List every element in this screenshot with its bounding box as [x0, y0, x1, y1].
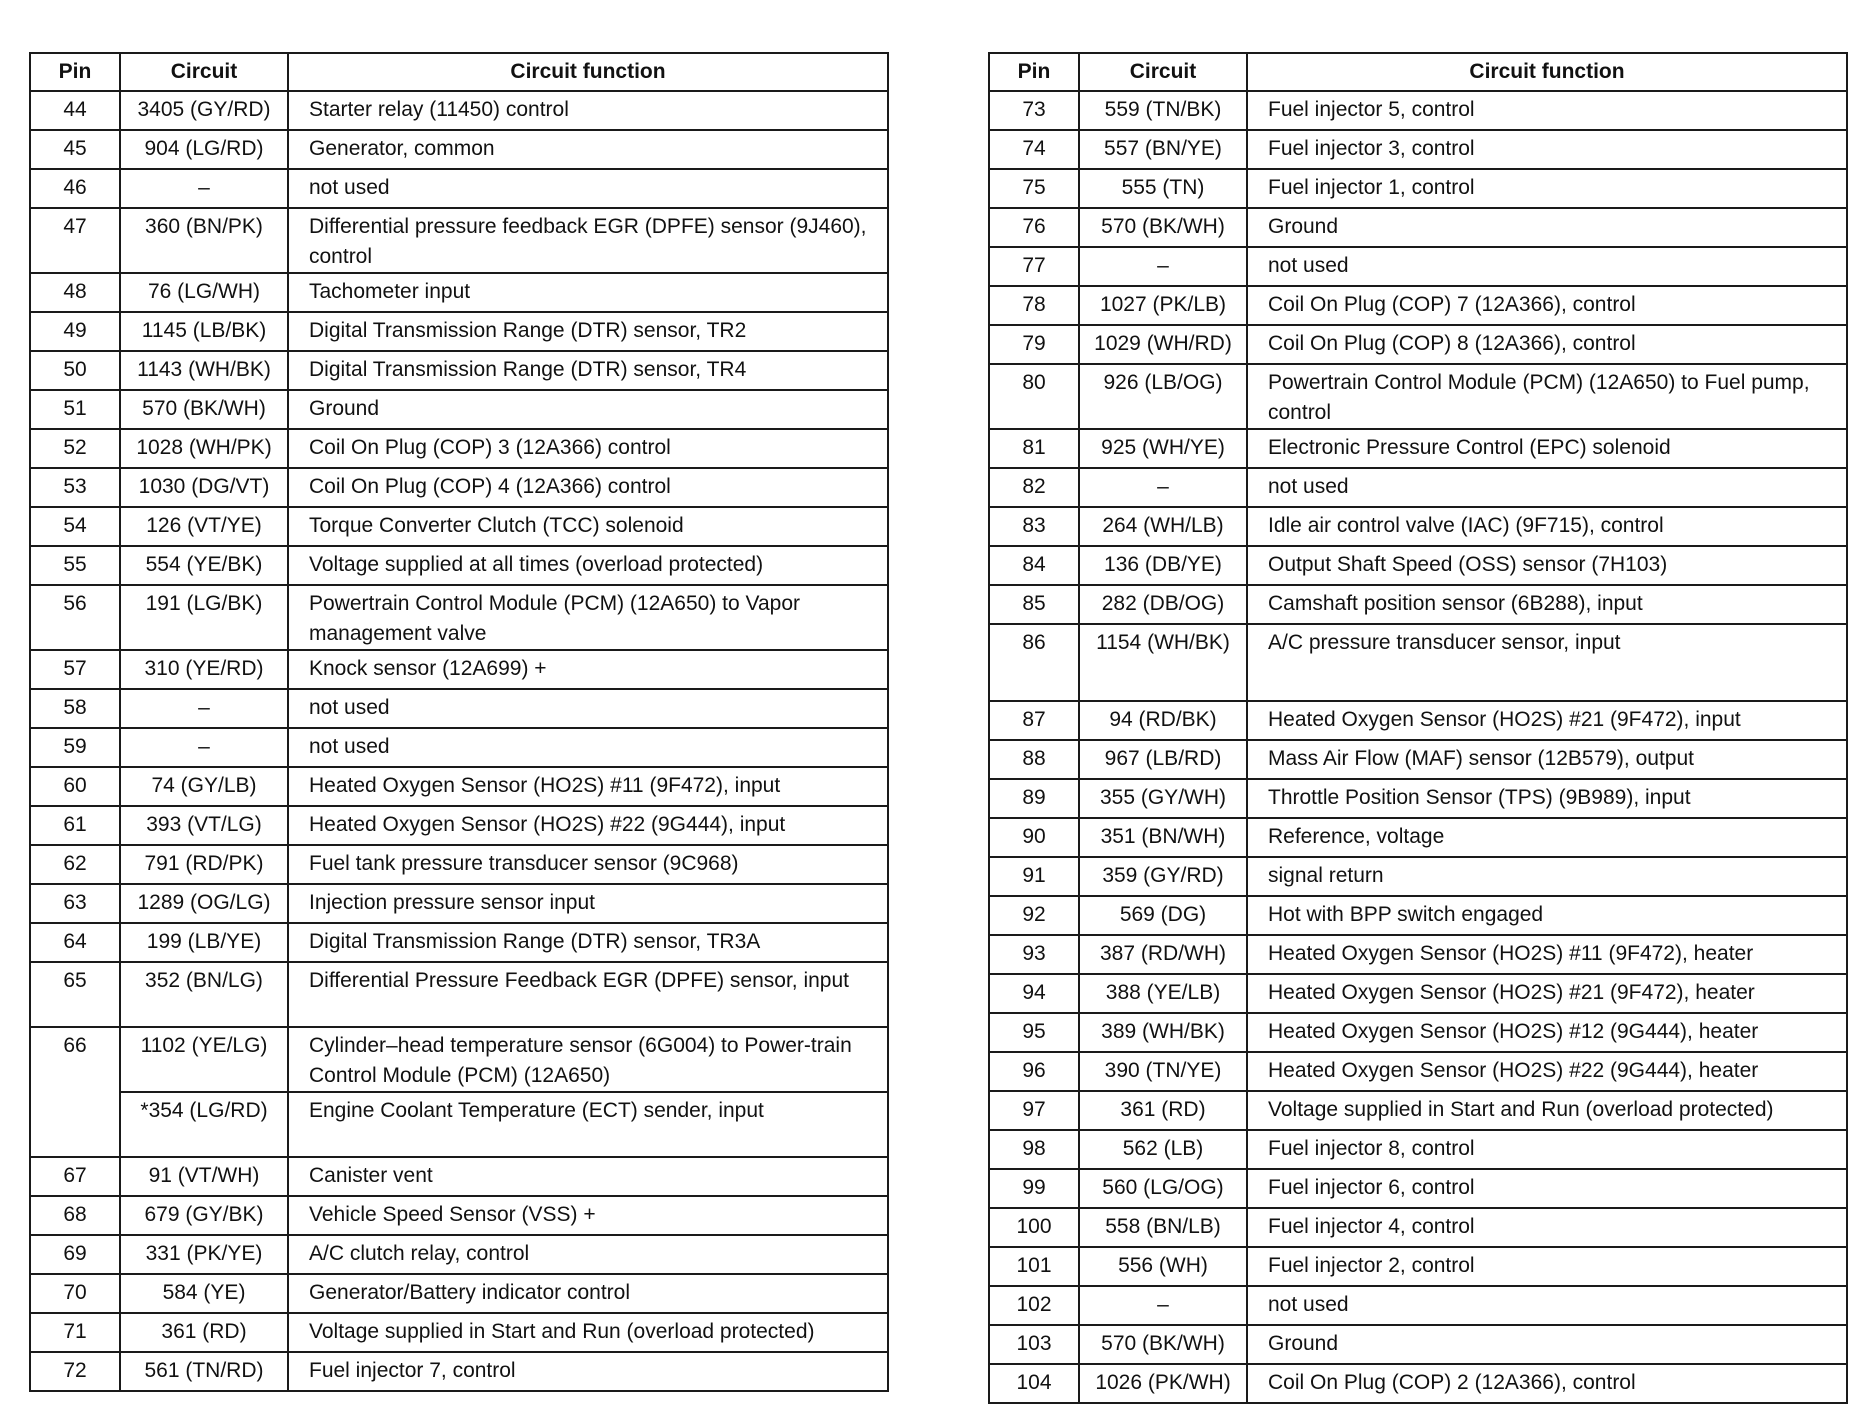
circuit-cell: 558 (BN/LB): [1079, 1208, 1247, 1247]
circuit-cell: 557 (BN/YE): [1079, 130, 1247, 169]
circuit-cell: 331 (PK/YE): [120, 1235, 288, 1274]
pin-cell: 73: [989, 91, 1079, 130]
function-cell: Fuel injector 4, control: [1247, 1208, 1847, 1247]
pin-cell: 90: [989, 818, 1079, 857]
table-row: [30, 429, 888, 468]
pin-cell: 60: [30, 767, 120, 806]
function-cell: Heated Oxygen Sensor (HO2S) #11 (9F472), heater: [1247, 935, 1847, 974]
circuit-cell: 126 (VT/YE): [120, 507, 288, 546]
table-row: [989, 896, 1847, 935]
circuit-cell: 570 (BK/WH): [1079, 208, 1247, 247]
pin-cell: 62: [30, 845, 120, 884]
function-cell: Generator/Battery indicator control: [288, 1274, 888, 1313]
pin-cell: 96: [989, 1052, 1079, 1091]
function-cell: Ground: [1247, 1325, 1847, 1364]
circuit-cell: 904 (LG/RD): [120, 130, 288, 169]
table-row: [30, 1027, 888, 1092]
function-cell: Torque Converter Clutch (TCC) solenoid: [288, 507, 888, 546]
pin-cell: 92: [989, 896, 1079, 935]
table-row: [989, 1091, 1847, 1130]
circuit-cell: 1154 (WH/BK): [1079, 624, 1247, 701]
pin-cell: 48: [30, 273, 120, 312]
function-cell: Heated Oxygen Sensor (HO2S) #22 (9G444), heater: [1247, 1052, 1847, 1091]
pin-cell: 75: [989, 169, 1079, 208]
pin-cell: 64: [30, 923, 120, 962]
function-cell: Differential pressure feedback EGR (DPFE) sensor (9J460), control: [288, 208, 888, 273]
table-row: [989, 507, 1847, 546]
pin-cell: [30, 1092, 120, 1157]
pin-cell: 67: [30, 1157, 120, 1196]
pin-table-right-body: [989, 91, 1847, 1403]
table-row: [30, 650, 888, 689]
function-cell: Throttle Position Sensor (TPS) (9B989), input: [1247, 779, 1847, 818]
function-cell: Idle air control valve (IAC) (9F715), control: [1247, 507, 1847, 546]
pin-cell: 49: [30, 312, 120, 351]
function-cell: Fuel injector 3, control: [1247, 130, 1847, 169]
pin-cell: 82: [989, 468, 1079, 507]
circuit-cell: 560 (LG/OG): [1079, 1169, 1247, 1208]
pin-cell: 56: [30, 585, 120, 650]
table-row: [30, 1352, 888, 1391]
circuit-cell: 1289 (OG/LG): [120, 884, 288, 923]
function-cell: Canister vent: [288, 1157, 888, 1196]
function-cell: Digital Transmission Range (DTR) sensor, TR3A: [288, 923, 888, 962]
circuit-cell: 199 (LB/YE): [120, 923, 288, 962]
table-row: [989, 247, 1847, 286]
function-cell: Ground: [1247, 208, 1847, 247]
circuit-cell: 1143 (WH/BK): [120, 351, 288, 390]
pin-cell: 77: [989, 247, 1079, 286]
pin-cell: 53: [30, 468, 120, 507]
table-row: [989, 468, 1847, 507]
table-row: [989, 325, 1847, 364]
function-cell: Ground: [288, 390, 888, 429]
circuit-cell: 360 (BN/PK): [120, 208, 288, 273]
circuit-cell: 388 (YE/LB): [1079, 974, 1247, 1013]
function-cell: Starter relay (11450) control: [288, 91, 888, 130]
circuit-cell: 389 (WH/BK): [1079, 1013, 1247, 1052]
circuit-cell: 191 (LG/BK): [120, 585, 288, 650]
pin-cell: 89: [989, 779, 1079, 818]
function-cell: A/C pressure transducer sensor, input: [1247, 624, 1847, 701]
function-cell: Voltage supplied at all times (overload protected): [288, 546, 888, 585]
table-row: [30, 923, 888, 962]
circuit-cell: 554 (YE/BK): [120, 546, 288, 585]
table-row: [30, 689, 888, 728]
table-row: [30, 169, 888, 208]
circuit-cell: 359 (GY/RD): [1079, 857, 1247, 896]
function-cell: Generator, common: [288, 130, 888, 169]
function-cell: Coil On Plug (COP) 4 (12A366) control: [288, 468, 888, 507]
pin-cell: 95: [989, 1013, 1079, 1052]
circuit-cell: –: [120, 728, 288, 767]
circuit-cell: 967 (LB/RD): [1079, 740, 1247, 779]
circuit-cell: 1030 (DG/VT): [120, 468, 288, 507]
table-row: [30, 1092, 888, 1157]
pin-cell: 76: [989, 208, 1079, 247]
function-cell: Digital Transmission Range (DTR) sensor, TR2: [288, 312, 888, 351]
table-row: [989, 701, 1847, 740]
pin-cell: 58: [30, 689, 120, 728]
function-cell: Coil On Plug (COP) 2 (12A366), control: [1247, 1364, 1847, 1403]
table-row: [989, 624, 1847, 701]
pin-cell: 93: [989, 935, 1079, 974]
table-row: [989, 1052, 1847, 1091]
table-row: [30, 1274, 888, 1313]
circuit-cell: 3405 (GY/RD): [120, 91, 288, 130]
table-row: [30, 468, 888, 507]
function-cell: Heated Oxygen Sensor (HO2S) #11 (9F472), input: [288, 767, 888, 806]
circuit-cell: 1029 (WH/RD): [1079, 325, 1247, 364]
circuit-cell: –: [120, 169, 288, 208]
function-cell: Cylinder–head temperature sensor (6G004) to Power-train Control Module (PCM) (12A650): [288, 1027, 888, 1092]
table-row: [989, 1169, 1847, 1208]
table-row: [30, 845, 888, 884]
table-row: [989, 974, 1847, 1013]
function-cell: signal return: [1247, 857, 1847, 896]
pin-cell: 63: [30, 884, 120, 923]
circuit-cell: 264 (WH/LB): [1079, 507, 1247, 546]
pin-cell: 59: [30, 728, 120, 767]
table-row: [30, 1196, 888, 1235]
table-row: [989, 208, 1847, 247]
table-row: [989, 169, 1847, 208]
pin-cell: 98: [989, 1130, 1079, 1169]
table-row: [989, 740, 1847, 779]
pin-cell: 80: [989, 364, 1079, 429]
table-row: [30, 585, 888, 650]
function-cell: Fuel injector 5, control: [1247, 91, 1847, 130]
table-header-row: [989, 53, 1847, 91]
table-row: [989, 130, 1847, 169]
pin-cell: 57: [30, 650, 120, 689]
table-row: [30, 390, 888, 429]
function-cell: Fuel injector 2, control: [1247, 1247, 1847, 1286]
function-cell: not used: [1247, 468, 1847, 507]
pin-cell: 86: [989, 624, 1079, 701]
circuit-cell: 584 (YE): [120, 1274, 288, 1313]
circuit-cell: 310 (YE/RD): [120, 650, 288, 689]
circuit-cell: 355 (GY/WH): [1079, 779, 1247, 818]
circuit-cell: 570 (BK/WH): [1079, 1325, 1247, 1364]
circuit-cell: –: [1079, 247, 1247, 286]
function-cell: Voltage supplied in Start and Run (overload protected): [1247, 1091, 1847, 1130]
circuit-cell: 393 (VT/LG): [120, 806, 288, 845]
table-row: [30, 962, 888, 1027]
pin-cell: 52: [30, 429, 120, 468]
circuit-cell: 1028 (WH/PK): [120, 429, 288, 468]
pin-header: Pin: [30, 53, 120, 91]
circuit-cell: 555 (TN): [1079, 169, 1247, 208]
function-cell: Digital Transmission Range (DTR) sensor, TR4: [288, 351, 888, 390]
circuit-cell: 352 (BN/LG): [120, 962, 288, 1027]
pin-cell: 101: [989, 1247, 1079, 1286]
function-cell: Knock sensor (12A699) +: [288, 650, 888, 689]
circuit-cell: –: [1079, 1286, 1247, 1325]
pin-cell: 91: [989, 857, 1079, 896]
function-cell: Hot with BPP switch engaged: [1247, 896, 1847, 935]
circuit-cell: 791 (RD/PK): [120, 845, 288, 884]
circuit-cell: *354 (LG/RD): [120, 1092, 288, 1157]
function-cell: Coil On Plug (COP) 8 (12A366), control: [1247, 325, 1847, 364]
function-cell: Coil On Plug (COP) 3 (12A366) control: [288, 429, 888, 468]
pin-cell: 104: [989, 1364, 1079, 1403]
function-header: Circuit function: [288, 53, 888, 91]
table-row: [989, 1247, 1847, 1286]
circuit-cell: 679 (GY/BK): [120, 1196, 288, 1235]
pin-cell: 100: [989, 1208, 1079, 1247]
table-row: [30, 767, 888, 806]
function-cell: Mass Air Flow (MAF) sensor (12B579), output: [1247, 740, 1847, 779]
function-cell: Fuel injector 7, control: [288, 1352, 888, 1391]
pin-cell: 97: [989, 1091, 1079, 1130]
circuit-cell: 562 (LB): [1079, 1130, 1247, 1169]
pin-cell: 103: [989, 1325, 1079, 1364]
pin-cell: 45: [30, 130, 120, 169]
function-cell: Tachometer input: [288, 273, 888, 312]
circuit-cell: 556 (WH): [1079, 1247, 1247, 1286]
pin-cell: 78: [989, 286, 1079, 325]
circuit-cell: 74 (GY/LB): [120, 767, 288, 806]
function-cell: Coil On Plug (COP) 7 (12A366), control: [1247, 286, 1847, 325]
table-row: [989, 1325, 1847, 1364]
pin-cell: 71: [30, 1313, 120, 1352]
circuit-cell: 351 (BN/WH): [1079, 818, 1247, 857]
table-row: [30, 546, 888, 585]
table-row: [989, 286, 1847, 325]
circuit-cell: 94 (RD/BK): [1079, 701, 1247, 740]
pin-cell: 84: [989, 546, 1079, 585]
circuit-cell: 76 (LG/WH): [120, 273, 288, 312]
function-cell: Vehicle Speed Sensor (VSS) +: [288, 1196, 888, 1235]
function-cell: not used: [1247, 1286, 1847, 1325]
circuit-cell: 387 (RD/WH): [1079, 935, 1247, 974]
pin-cell: 54: [30, 507, 120, 546]
table-row: [30, 1235, 888, 1274]
pin-cell: 83: [989, 507, 1079, 546]
table-row: [989, 857, 1847, 896]
table-header-row: [30, 53, 888, 91]
table-row: [989, 818, 1847, 857]
pin-table-left-body: [30, 91, 888, 1391]
pin-cell: 85: [989, 585, 1079, 624]
function-cell: Engine Coolant Temperature (ECT) sender, input: [288, 1092, 888, 1157]
table-row: [989, 779, 1847, 818]
function-header: Circuit function: [1247, 53, 1847, 91]
table-row: [989, 1013, 1847, 1052]
circuit-cell: 1102 (YE/LG): [120, 1027, 288, 1092]
circuit-cell: 136 (DB/YE): [1079, 546, 1247, 585]
function-cell: Fuel injector 1, control: [1247, 169, 1847, 208]
circuit-cell: 1027 (PK/LB): [1079, 286, 1247, 325]
pin-header: Pin: [989, 53, 1079, 91]
table-row: [989, 1130, 1847, 1169]
circuit-cell: 282 (DB/OG): [1079, 585, 1247, 624]
function-cell: Fuel injector 6, control: [1247, 1169, 1847, 1208]
table-row: [30, 1157, 888, 1196]
function-cell: Powertrain Control Module (PCM) (12A650) to Vapor management valve: [288, 585, 888, 650]
pin-cell: 65: [30, 962, 120, 1027]
circuit-cell: 361 (RD): [120, 1313, 288, 1352]
table-row: [30, 312, 888, 351]
pin-cell: 88: [989, 740, 1079, 779]
pin-cell: 69: [30, 1235, 120, 1274]
circuit-header: Circuit: [1079, 53, 1247, 91]
table-row: [989, 1286, 1847, 1325]
table-row: [30, 507, 888, 546]
table-row: [30, 273, 888, 312]
function-cell: Heated Oxygen Sensor (HO2S) #21 (9F472), input: [1247, 701, 1847, 740]
table-row: [989, 935, 1847, 974]
function-cell: Powertrain Control Module (PCM) (12A650) to Fuel pump, control: [1247, 364, 1847, 429]
function-cell: Heated Oxygen Sensor (HO2S) #22 (9G444), input: [288, 806, 888, 845]
function-cell: Electronic Pressure Control (EPC) solenoid: [1247, 429, 1847, 468]
pin-table-right: [988, 52, 1848, 1404]
function-cell: Heated Oxygen Sensor (HO2S) #12 (9G444), heater: [1247, 1013, 1847, 1052]
table-row: [30, 351, 888, 390]
pin-cell: 99: [989, 1169, 1079, 1208]
function-cell: not used: [288, 169, 888, 208]
table-row: [30, 91, 888, 130]
pin-cell: 74: [989, 130, 1079, 169]
circuit-cell: 1145 (LB/BK): [120, 312, 288, 351]
table-row: [989, 364, 1847, 429]
pin-cell: 47: [30, 208, 120, 273]
pin-cell: 81: [989, 429, 1079, 468]
function-cell: Fuel tank pressure transducer sensor (9C968): [288, 845, 888, 884]
table-row: [989, 91, 1847, 130]
table-row: [989, 1208, 1847, 1247]
function-cell: Voltage supplied in Start and Run (overload protected): [288, 1313, 888, 1352]
table-row: [30, 728, 888, 767]
function-cell: Camshaft position sensor (6B288), input: [1247, 585, 1847, 624]
circuit-cell: 559 (TN/BK): [1079, 91, 1247, 130]
circuit-cell: 561 (TN/RD): [120, 1352, 288, 1391]
circuit-cell: –: [120, 689, 288, 728]
table-row: [30, 806, 888, 845]
pin-cell: 44: [30, 91, 120, 130]
circuit-cell: 926 (LB/OG): [1079, 364, 1247, 429]
circuit-cell: 569 (DG): [1079, 896, 1247, 935]
circuit-cell: 390 (TN/YE): [1079, 1052, 1247, 1091]
function-cell: Differential Pressure Feedback EGR (DPFE) sensor, input: [288, 962, 888, 1027]
table-row: [989, 1364, 1847, 1403]
function-cell: A/C clutch relay, control: [288, 1235, 888, 1274]
function-cell: Output Shaft Speed (OSS) sensor (7H103): [1247, 546, 1847, 585]
pin-cell: 79: [989, 325, 1079, 364]
function-cell: Heated Oxygen Sensor (HO2S) #21 (9F472), heater: [1247, 974, 1847, 1013]
pin-table-left: [29, 52, 889, 1392]
function-cell: not used: [288, 689, 888, 728]
pin-cell: 66: [30, 1027, 120, 1092]
circuit-cell: 91 (VT/WH): [120, 1157, 288, 1196]
circuit-cell: 1026 (PK/WH): [1079, 1364, 1247, 1403]
table-row: [989, 429, 1847, 468]
pin-cell: 61: [30, 806, 120, 845]
pin-cell: 70: [30, 1274, 120, 1313]
function-cell: Fuel injector 8, control: [1247, 1130, 1847, 1169]
function-cell: not used: [288, 728, 888, 767]
table-row: [30, 208, 888, 273]
circuit-cell: 361 (RD): [1079, 1091, 1247, 1130]
table-row: [30, 130, 888, 169]
table-row: [989, 546, 1847, 585]
table-row: [989, 585, 1847, 624]
function-cell: Injection pressure sensor input: [288, 884, 888, 923]
circuit-cell: 925 (WH/YE): [1079, 429, 1247, 468]
pin-cell: 51: [30, 390, 120, 429]
table-row: [30, 884, 888, 923]
pin-cell: 72: [30, 1352, 120, 1391]
pin-cell: 68: [30, 1196, 120, 1235]
pin-cell: 87: [989, 701, 1079, 740]
function-cell: Reference, voltage: [1247, 818, 1847, 857]
pin-cell: 46: [30, 169, 120, 208]
pin-cell: 50: [30, 351, 120, 390]
function-cell: not used: [1247, 247, 1847, 286]
pin-cell: 94: [989, 974, 1079, 1013]
table-row: [30, 1313, 888, 1352]
circuit-header: Circuit: [120, 53, 288, 91]
pin-cell: 55: [30, 546, 120, 585]
circuit-cell: 570 (BK/WH): [120, 390, 288, 429]
pin-cell: 102: [989, 1286, 1079, 1325]
circuit-cell: –: [1079, 468, 1247, 507]
